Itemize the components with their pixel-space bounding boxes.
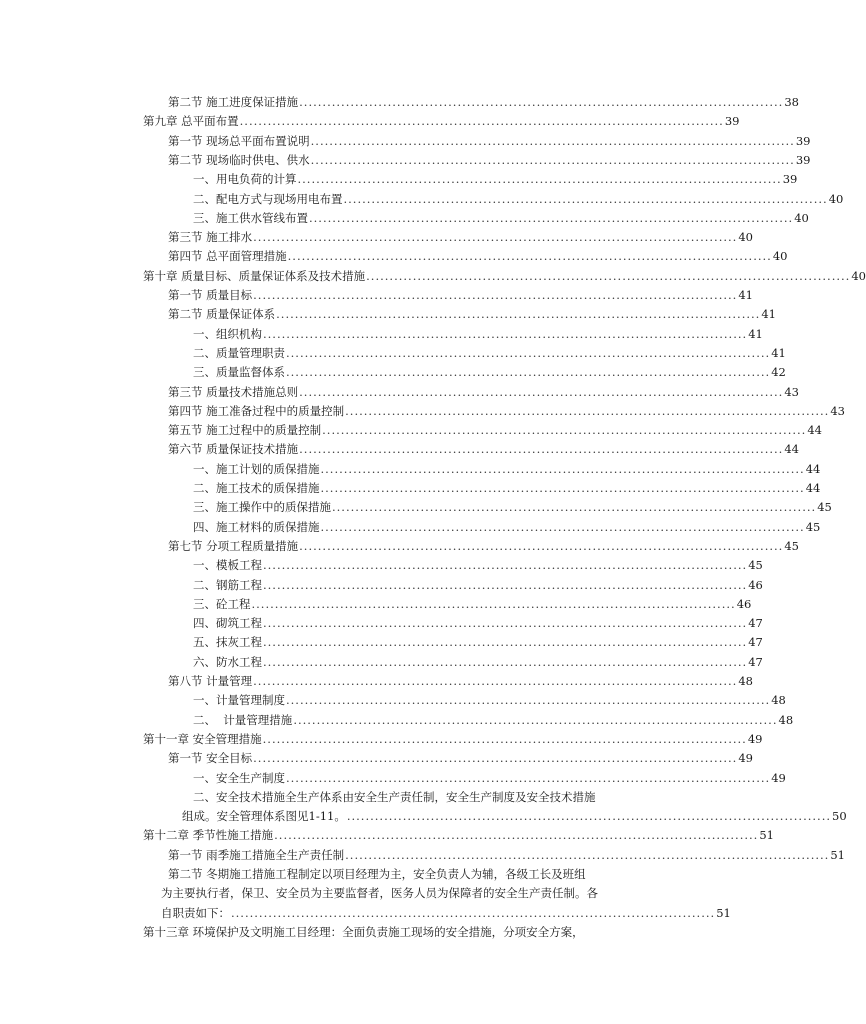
toc-entry-page: 41	[748, 326, 763, 341]
toc-entry-page: 40	[851, 268, 866, 283]
toc-entry[interactable]	[143, 730, 763, 749]
toc-entry-page: 45	[817, 500, 832, 515]
toc-entry-title: 第六节 质量保证技术措施	[168, 442, 299, 457]
toc-entry-title: 四、施工材料的质保措施	[193, 519, 320, 534]
dot-leader: ........................................................................................................	[297, 172, 782, 187]
toc-entry-title: 第一节 雨季施工措施全生产责任制	[168, 847, 345, 862]
toc-entry-page: 44	[784, 442, 799, 457]
toc-entry[interactable]	[168, 672, 753, 691]
toc-entry-title: 第四节 施工准备过程中的质量控制	[168, 403, 345, 418]
toc-entry[interactable]	[168, 228, 753, 247]
toc-entry[interactable]	[168, 383, 799, 402]
toc-entry-title: 一、施工计划的质保措施	[193, 461, 320, 476]
toc-entry-title: 第一节 现场总平面布置说明	[168, 133, 310, 148]
toc-entry[interactable]	[193, 498, 832, 517]
toc-entry[interactable]	[182, 807, 847, 826]
toc-entry[interactable]	[161, 904, 731, 923]
dot-leader: ........................................................................................................	[320, 519, 805, 534]
toc-entry[interactable]	[193, 711, 794, 730]
toc-entry-title: 第九章 总平面布置	[143, 114, 239, 129]
toc-entry-title: 二、安全技术措施全生产体系由安全生产责任制，安全生产制度及安全技术措施	[193, 789, 596, 804]
dot-leader: ........................................................................................................	[320, 481, 805, 495]
toc-entry-page: 39	[724, 114, 740, 129]
toc-entry-page: 47	[748, 654, 763, 669]
dot-leader: ........................................................................................................	[253, 288, 738, 302]
dot-leader: ........................................................................................................	[346, 809, 832, 824]
toc-entry[interactable]	[168, 537, 799, 556]
dot-leader: ........................................................................................................	[263, 654, 748, 669]
toc-entry[interactable]	[168, 151, 811, 170]
toc-entry[interactable]	[193, 595, 752, 614]
toc-entry-title: 一、用电负荷的计算	[193, 172, 297, 187]
toc-entry-page: 43	[784, 384, 799, 399]
dot-leader: ........................................................................................................	[310, 133, 795, 148]
toc-entry[interactable]	[168, 846, 845, 865]
toc-entry[interactable]	[193, 556, 763, 575]
dot-leader: ........................................................................................................	[299, 538, 784, 553]
toc-entry-page: 39	[782, 172, 798, 187]
toc-entry-title: 组成。安全管理体系图见1-11。	[182, 809, 346, 824]
toc-entry[interactable]	[193, 209, 809, 228]
toc-entry[interactable]	[193, 479, 821, 498]
dot-leader: ........................................................................................................	[309, 210, 794, 225]
toc-entry-title: 一、组织机构	[193, 326, 262, 341]
toc-entry-page: 44	[805, 461, 821, 476]
dot-leader: ........................................................................................................	[345, 403, 830, 418]
toc-entry-page: 48	[771, 693, 786, 708]
toc-entry-page: 51	[759, 828, 774, 843]
toc-entry-page: 40	[794, 210, 809, 225]
toc-entry-page: 47	[748, 616, 763, 631]
toc-entry-wrapped-line[interactable]	[168, 865, 614, 884]
toc-entry-title: 一、计量管理制度	[193, 693, 285, 708]
toc-entry[interactable]	[168, 402, 845, 421]
dot-leader: ........................................................................................................	[253, 751, 738, 766]
toc-entry[interactable]	[168, 305, 776, 324]
toc-entry[interactable]	[193, 363, 786, 382]
toc-entry-title: 第一节 质量目标	[168, 288, 253, 302]
dot-leader: ........................................................................................................	[343, 191, 828, 206]
toc-entry-title: 第十章 质量目标、质量保证体系及技术措施	[143, 268, 366, 283]
dot-leader: ........................................................................................................	[262, 731, 747, 746]
toc-entry[interactable]	[168, 247, 788, 266]
toc-entry[interactable]	[143, 112, 740, 131]
toc-entry-title: 一、安全生产制度	[193, 770, 285, 785]
toc-entry-title: 六、防水工程	[193, 654, 262, 669]
toc-entry-title: 第十二章 季节性施工措施	[143, 828, 274, 843]
dot-leader: ........................................................................................................	[253, 230, 738, 245]
toc-entry-page: 51	[830, 847, 845, 862]
toc-entry-page: 41	[761, 307, 776, 322]
toc-entry-title: 三、砼工程	[193, 596, 251, 611]
toc-entry[interactable]	[193, 653, 763, 672]
toc-entry-wrapped-line[interactable]	[143, 923, 614, 942]
toc-entry[interactable]	[193, 460, 821, 479]
toc-entry[interactable]	[193, 325, 763, 344]
dot-leader: ........................................................................................................	[274, 828, 759, 843]
dot-leader: ........................................................................................................	[263, 558, 748, 573]
toc-entry-title: 为主要执行者，保卫、安全员为主要监督者，医务人员为保障者的安全生产责任制。各	[161, 886, 598, 901]
toc-entry-title: 第二节 施工进度保证措施	[168, 95, 299, 109]
toc-entry-title: 五、抹灰工程	[193, 635, 262, 650]
toc-entry-page: 48	[738, 674, 753, 688]
toc-entry-page: 45	[748, 558, 763, 573]
toc-entry[interactable]	[193, 170, 798, 189]
toc-entry-title: 二、钢筋工程	[193, 577, 262, 592]
dot-leader: ........................................................................................................	[251, 596, 736, 611]
dot-leader: ........................................................................................................	[263, 635, 748, 650]
toc-entry-page: 39	[795, 152, 811, 167]
toc-entry-page: 51	[716, 905, 731, 920]
toc-entry[interactable]	[193, 769, 786, 788]
toc-entry-page: 49	[738, 751, 753, 766]
toc-entry-page: 40	[772, 249, 788, 264]
dot-leader: ........................................................................................................	[299, 95, 784, 109]
toc-entry-title: 二、 计量管理措施	[193, 712, 293, 727]
toc-entry[interactable]	[168, 421, 822, 440]
dot-leader: ........................................................................................................	[286, 365, 771, 380]
dot-leader: ........................................................................................................	[310, 152, 795, 167]
toc-entry-page: 41	[738, 288, 753, 302]
dot-leader: ........................................................................................................	[263, 326, 748, 341]
toc-entry-page: 40	[828, 191, 844, 206]
toc-entry-title: 第五节 施工过程中的质量控制	[168, 423, 322, 438]
toc-entry[interactable]	[168, 286, 753, 305]
toc-entry-wrapped-line[interactable]	[161, 884, 614, 903]
toc-entry-page: 48	[778, 712, 794, 727]
toc-entry-page: 38	[784, 95, 799, 109]
toc-entry[interactable]	[193, 518, 821, 537]
toc-entry[interactable]	[193, 576, 763, 595]
toc-entry-title: 第七节 分项工程质量措施	[168, 538, 299, 553]
dot-leader: ........................................................................................................	[263, 616, 748, 631]
toc-entry-title: 一、模板工程	[193, 558, 262, 573]
toc-entry-page: 44	[805, 481, 821, 495]
dot-leader: ........................................................................................................	[253, 674, 738, 688]
toc-entry[interactable]	[168, 93, 799, 112]
toc-entry-page: 41	[771, 345, 786, 360]
dot-leader: ........................................................................................................	[286, 693, 771, 708]
dot-leader: ........................................................................................................	[299, 442, 784, 457]
dot-leader: ........................................................................................................	[286, 770, 771, 785]
toc-entry-page: 46	[748, 577, 763, 592]
toc-entry[interactable]	[193, 344, 786, 363]
dot-leader: ........................................................................................................	[366, 268, 851, 283]
toc-entry-title: 第十一章 安全管理措施	[143, 731, 262, 746]
toc-entry-title: 第二节 现场临时供电、供水	[168, 152, 310, 167]
toc-entry-title: 三、质量监督体系	[193, 365, 285, 380]
toc-entry-title: 四、砌筑工程	[193, 616, 262, 631]
toc-entry[interactable]	[193, 614, 763, 633]
dot-leader: ........................................................................................................	[287, 249, 772, 264]
toc-entry-title: 三、施工供水管线布置	[193, 210, 308, 225]
toc-entry[interactable]	[168, 749, 753, 768]
toc-entry-wrapped-line[interactable]	[193, 788, 614, 807]
toc-entry-title: 第三节 质量技术措施总则	[168, 384, 299, 399]
dot-leader: ........................................................................................................	[239, 114, 724, 129]
toc-entry-title: 二、质量管理职责	[193, 345, 285, 360]
toc-entry-page: 39	[795, 133, 811, 148]
toc-entry-page: 49	[771, 770, 786, 785]
dot-leader: ........................................................................................................	[345, 847, 830, 862]
dot-leader: ........................................................................................................	[299, 384, 784, 399]
toc-entry-page: 49	[747, 731, 763, 746]
toc-entry[interactable]	[168, 440, 799, 459]
toc-entry[interactable]	[193, 190, 844, 209]
toc-entry-title: 自职责如下：	[161, 905, 230, 920]
toc-entry-title: 二、施工技术的质保措施	[193, 481, 320, 495]
dot-leader: ........................................................................................................	[231, 905, 716, 920]
dot-leader: ........................................................................................................	[332, 500, 817, 515]
toc-entry[interactable]	[193, 633, 763, 652]
dot-leader: ........................................................................................................	[293, 712, 778, 727]
toc-entry[interactable]	[143, 267, 866, 286]
toc-entry-page: 50	[832, 809, 847, 824]
toc-entry-title: 第三节 施工排水	[168, 230, 253, 245]
dot-leader: ........................................................................................................	[286, 345, 771, 360]
toc-entry-page: 44	[807, 423, 822, 438]
toc-entry-title: 第十三章 环境保护及文明施工目经理：全面负责施工现场的安全措施，分项安全方案，	[143, 924, 584, 939]
toc-entry[interactable]	[143, 826, 774, 845]
toc-entry-title: 三、施工操作中的质保措施	[193, 500, 331, 515]
toc-entry[interactable]	[193, 691, 786, 710]
toc-entry-title: 第二节 冬期施工措施工程制定以项目经理为主，安全负责人为辅，各级工长及班组	[168, 867, 586, 881]
toc-entry-title: 二、配电方式与现场用电布置	[193, 191, 343, 206]
dot-leader: ........................................................................................................	[263, 577, 748, 592]
toc-entry-page: 47	[748, 635, 763, 650]
dot-leader: ........................................................................................................	[322, 423, 807, 438]
toc-entry-title: 第八节 计量管理	[168, 674, 253, 688]
toc-entry[interactable]	[168, 132, 811, 151]
toc-entry-page: 43	[830, 403, 845, 418]
toc-entry-page: 42	[771, 365, 786, 380]
toc-entry-title: 第二节 质量保证体系	[168, 307, 276, 322]
dot-leader: ........................................................................................................	[276, 307, 761, 322]
toc-entry-title: 第四节 总平面管理措施	[168, 249, 287, 264]
dot-leader: ........................................................................................................	[320, 461, 805, 476]
toc-entry-page: 46	[736, 596, 752, 611]
toc-entry-page: 45	[784, 538, 799, 553]
toc-entry-page: 40	[738, 230, 753, 245]
toc-entry-title: 第一节 安全目标	[168, 751, 253, 766]
toc-entry-page: 45	[805, 519, 821, 534]
